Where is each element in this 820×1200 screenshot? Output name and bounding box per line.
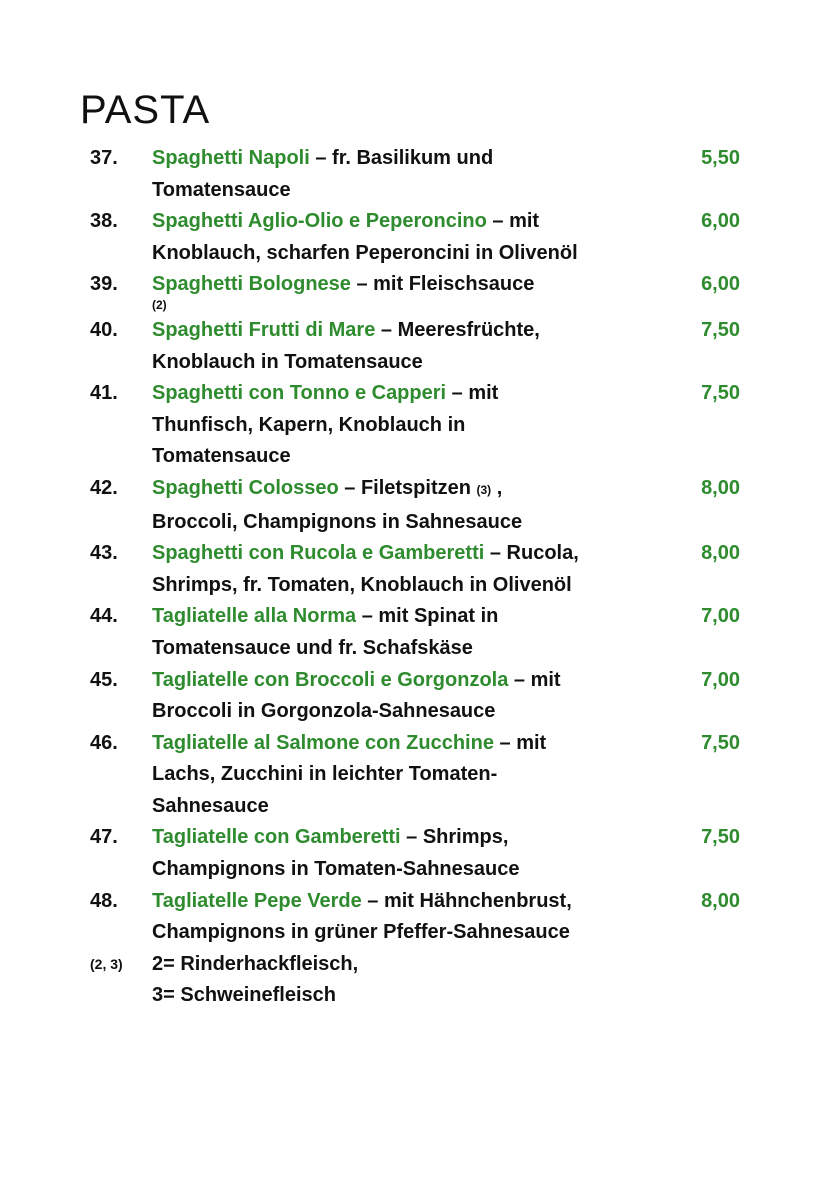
- item-details: – fr. Basilikum und Tomatensauce: [152, 147, 494, 201]
- legend-marker: (2, 3): [90, 955, 123, 972]
- item-details: – mit Thunfisch, Kapern, Knoblauch in Tomatensauce: [152, 382, 499, 468]
- item-details: – Rucola, Shrimps, fr. Tomaten, Knoblauch in Olivenöl: [152, 542, 579, 596]
- item-details: – mit Broccoli in Gorgonzola-Sahnesauce: [152, 668, 561, 723]
- item-details: – Filetspitzen: [338, 476, 477, 499]
- item-name: Tagliatelle alla Norma: [152, 605, 357, 628]
- item-price: 8,00: [701, 542, 740, 565]
- item-name: Spaghetti Napoli: [152, 147, 310, 169]
- legend-line-beef: 2= Rinderhackfleisch,: [152, 952, 359, 975]
- item-price: 7,50: [701, 318, 740, 341]
- item-description: [152, 143, 592, 206]
- item-name: Spaghetti con Tonno e Capperi: [152, 382, 447, 405]
- item-number: 48.: [90, 889, 118, 912]
- menu-item: [90, 206, 750, 269]
- item-number: 39.: [90, 273, 118, 296]
- menu-list: [90, 143, 750, 1012]
- page-title: PASTA: [80, 88, 211, 132]
- item-price: 7,00: [701, 605, 740, 628]
- item-details: – Meeresfrüchte, Knoblauch in Tomatensauce: [152, 318, 540, 373]
- item-name: Spaghetti Colosseo: [152, 476, 339, 499]
- item-price: 5,50: [701, 147, 740, 169]
- item-price: 7,50: [701, 731, 740, 754]
- menu-item: [90, 822, 750, 885]
- allergen-legend: [90, 949, 750, 1012]
- item-price: 7,00: [701, 668, 740, 691]
- menu-item: [90, 473, 750, 538]
- menu-item: [90, 728, 750, 823]
- item-price: 7,50: [701, 826, 740, 849]
- item-description: [152, 665, 592, 728]
- item-price: 6,00: [701, 273, 740, 296]
- item-details: – Shrimps, Champignons in Tomaten-Sahnesauce: [152, 826, 520, 881]
- item-number: 45.: [90, 668, 118, 691]
- item-description: [152, 269, 592, 315]
- menu-item: [90, 665, 750, 728]
- item-description: [152, 473, 592, 538]
- item-description: [152, 538, 592, 601]
- item-name: Spaghetti Aglio-Olio e Peperoncino: [152, 210, 487, 233]
- item-price: 8,00: [701, 476, 740, 499]
- item-description: [152, 886, 592, 949]
- item-name: Spaghetti Bolognese: [152, 273, 351, 296]
- item-number: 47.: [90, 826, 118, 849]
- item-number: 37.: [90, 147, 118, 169]
- item-name: Tagliatelle al Salmone con Zucchine: [152, 731, 494, 754]
- item-details: – mit Lachs, Zucchini in leichter Tomaten-Sahnesauce: [152, 731, 547, 817]
- item-description: [152, 601, 592, 664]
- legend-text: [152, 949, 592, 1012]
- menu-item: [90, 143, 750, 206]
- menu-item: [90, 378, 750, 473]
- item-number: 46.: [90, 731, 118, 754]
- item-description: [152, 378, 592, 473]
- item-number: 41.: [90, 382, 118, 405]
- item-price: 6,00: [701, 210, 740, 233]
- item-number: 43.: [90, 542, 118, 565]
- item-description: [152, 206, 592, 269]
- menu-item: [90, 269, 750, 315]
- item-description: [152, 822, 592, 885]
- item-name: Spaghetti con Rucola e Gamberetti: [152, 542, 485, 565]
- item-details: – mit Hähnchenbrust, Champignons in grüner Pfeffer-Sahnesauce: [152, 889, 572, 944]
- item-description: [152, 315, 592, 378]
- item-details-continued: , Broccoli, Champignons in Sahnesauce: [152, 476, 523, 533]
- item-details: – mit Knoblauch, scharfen Peperoncini in Olivenöl: [152, 210, 578, 264]
- item-price: 8,00: [701, 889, 740, 912]
- item-name: Tagliatelle Pepe Verde: [152, 889, 362, 912]
- item-number: 40.: [90, 318, 118, 341]
- menu-item: [90, 601, 750, 664]
- menu-item: [90, 538, 750, 601]
- item-details: – mit Fleischsauce: [350, 273, 535, 296]
- menu-item: [90, 886, 750, 949]
- allergen-note: (3): [476, 482, 492, 497]
- legend-line-pork: 3= Schweinefleisch: [152, 984, 336, 1007]
- item-number: 42.: [90, 476, 118, 499]
- item-name: Tagliatelle con Gamberetti: [152, 826, 401, 849]
- item-details: – mit Spinat in Tomatensauce und fr. Schafskäse: [152, 605, 499, 659]
- item-name: Spaghetti Frutti di Mare: [152, 318, 376, 341]
- allergen-note: (2): [152, 297, 167, 312]
- menu-item: [90, 315, 750, 378]
- item-price: 7,50: [701, 382, 740, 405]
- item-number: 38.: [90, 210, 118, 233]
- item-description: [152, 728, 592, 823]
- item-name: Tagliatelle con Broccoli e Gorgonzola: [152, 668, 509, 691]
- item-number: 44.: [90, 605, 118, 628]
